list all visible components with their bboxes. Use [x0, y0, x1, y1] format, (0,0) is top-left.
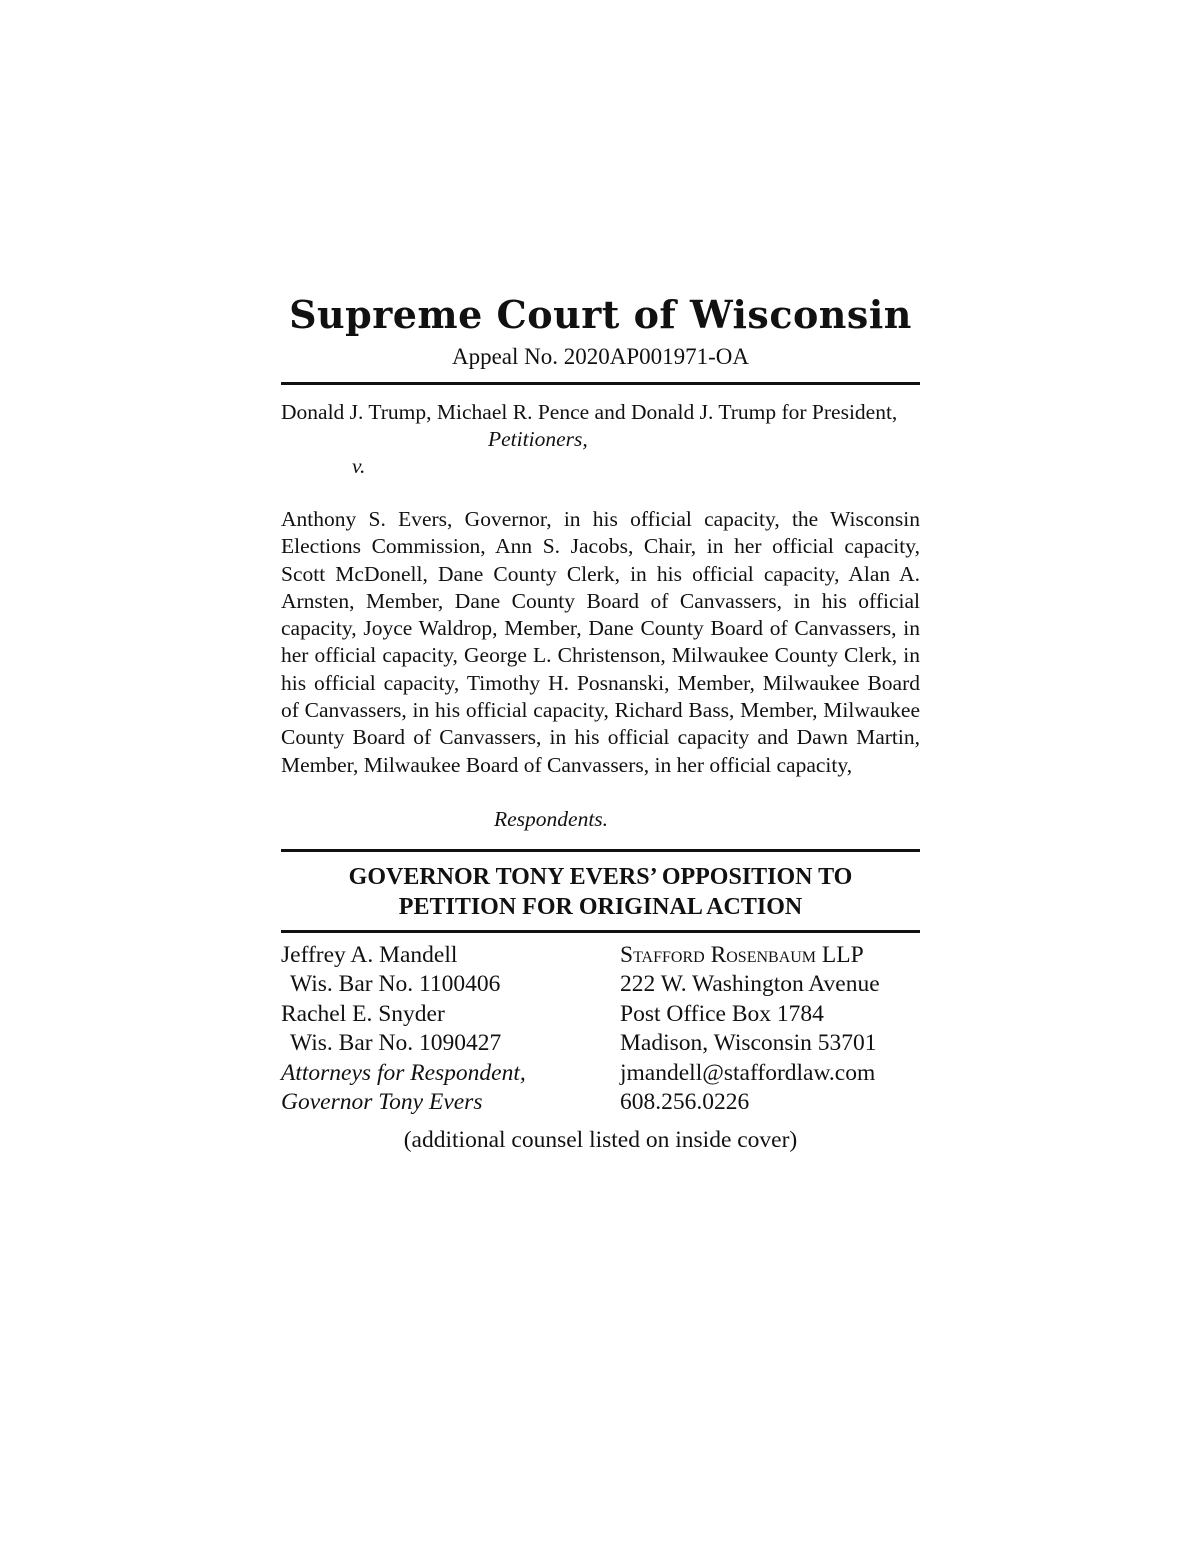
document-cover: [281, 280, 920, 1155]
brief-title-line-1: GOVERNOR TONY EVERS’ OPPOSITION TO: [348, 863, 853, 890]
firm-email: jmandell@staffordlaw.com: [620, 1059, 876, 1086]
attorney-bar-number: Wis. Bar No. 1100406: [290, 971, 501, 998]
court-title: Supreme Court of Wisconsin: [289, 292, 912, 337]
horizontal-rule: [281, 849, 920, 852]
attorney-role-line-2: Governor Tony Evers: [281, 1089, 483, 1116]
counsel-block: [281, 941, 920, 1118]
petitioners-label: Petitioners,: [488, 427, 588, 451]
attorney-list: [281, 941, 601, 1118]
attorney-bar-number: Wis. Bar No. 1090427: [290, 1030, 502, 1057]
appeal-number: Appeal No. 2020AP001971-OA: [451, 344, 750, 369]
attorney-role-line-1: Attorneys for Respondent,: [281, 1059, 526, 1086]
firm-po-box: Post Office Box 1784: [620, 1000, 824, 1027]
firm-street: 222 W. Washington Avenue: [620, 971, 880, 998]
brief-title-line-2: PETITION FOR ORIGINAL ACTION: [398, 893, 803, 920]
respondents-names: Anthony S. Evers, Governor, in his official capacity, the Wisconsin Elections Commission, Ann S. Jacobs, Chair, in her official capacity, Scott McDonell, Dane County Clerk, in his official capacity, Alan A. Arnsten, Member, Dane County Board of Canvassers, in his official capacity, Joyce Waldrop, Member, Dane County Board of Canvassers, in her official capacity, George L. Christenson, Milwaukee County Clerk, in his official capacity, Timothy H. Posnanski, Member, Milwaukee Board of Canvassers, in his official capacity, Richard Bass, Member, Milwaukee County Board of Canvassers, in his official capacity and Dawn Martin, Member, Milwaukee Board of Canvassers, in her official capacity,: [281, 507, 920, 777]
attorney-name: Rachel E. Snyder: [281, 1000, 445, 1027]
petitioners-names: Donald J. Trump, Michael R. Pence and Donald J. Trump for President,: [281, 400, 898, 424]
attorney-name: Jeffrey A. Mandell: [281, 941, 458, 968]
firm-city: Madison, Wisconsin 53701: [620, 1030, 877, 1057]
additional-counsel-note: (additional counsel listed on inside cover): [403, 1126, 798, 1153]
firm-phone: 608.256.0226: [620, 1089, 750, 1116]
brief-title: [281, 862, 920, 922]
respondents-label: Respondents.: [494, 806, 609, 831]
horizontal-rule: [281, 930, 920, 933]
firm-address: [620, 941, 920, 1118]
versus-label: v.: [352, 454, 366, 478]
horizontal-rule: [281, 382, 920, 385]
firm-name: Stafford Rosenbaum LLP: [620, 941, 864, 968]
